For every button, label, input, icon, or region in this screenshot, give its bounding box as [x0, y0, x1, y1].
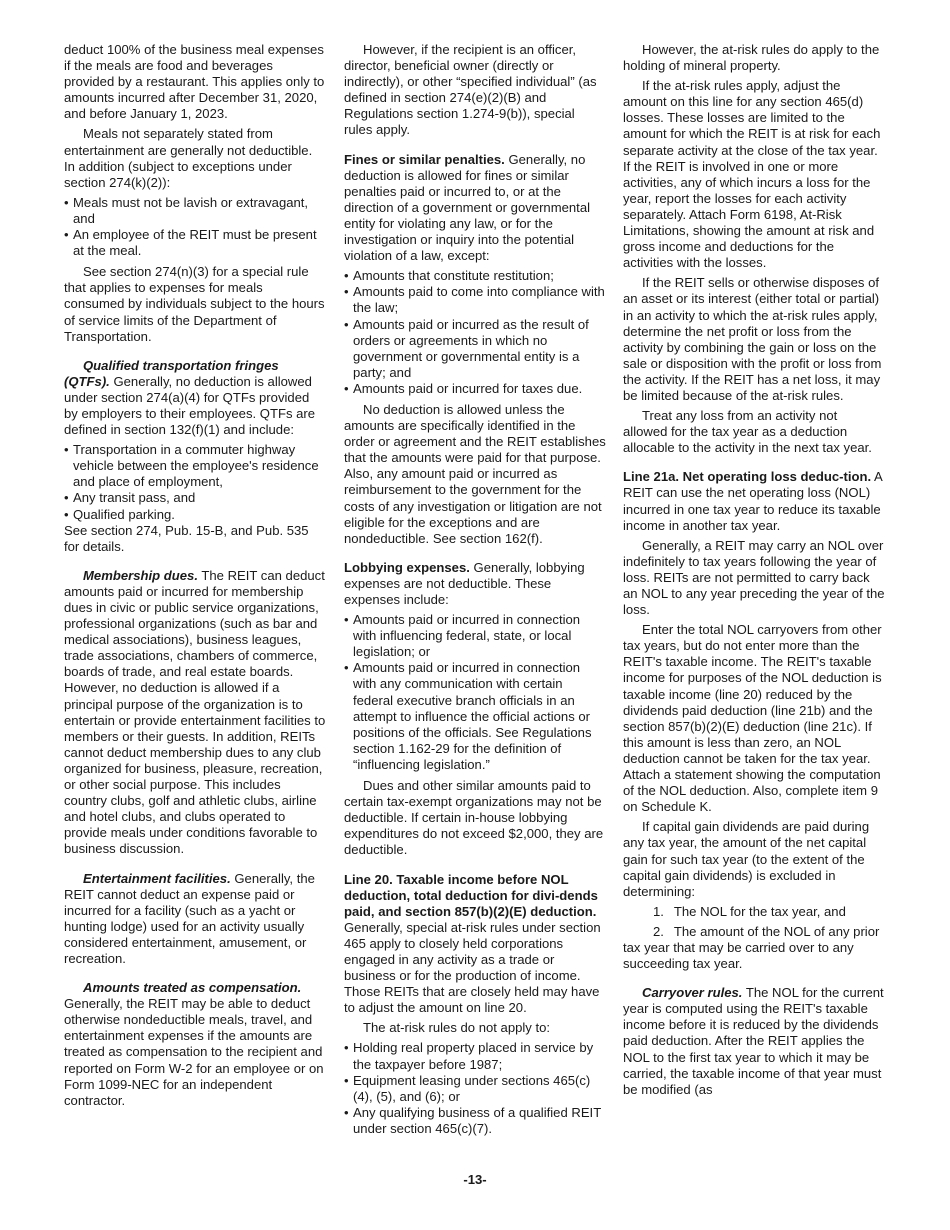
bullet-item: • Qualified parking.: [64, 507, 326, 523]
column-1: [64, 42, 326, 1113]
bullet-item: • Equipment leasing under sections 465(c)(4), (5), and (6); or: [344, 1073, 606, 1105]
section-heading: Amounts treated as compensation.: [83, 980, 302, 996]
paragraph: Enter the total NOL carryovers from other tax years, but do not enter more than the REIT's taxable income. The REIT's taxable income for purposes of the NOL deduction is taxable income (line 20) reduced by the dividends paid deduction (line 21b) and the section 857(b)(2)(E) deduction (line 21c). If this amount is less than zero, an NOL deduction cannot be taken for the tax year. Attach a statement showing the computation of the NOL deduction. Also, complete item 9 on Schedule K.: [623, 622, 882, 815]
page-number: -13-: [463, 1172, 487, 1187]
paragraph: See section 274(n)(3) for a special rule that applies to expenses for meals consumed by individuals subject to the hours of service limits of the Department of Transportation.: [64, 264, 325, 344]
section-heading: Line 21a. Net operating loss deduc-tion.: [623, 469, 872, 485]
carryover-section: [623, 985, 885, 1098]
paragraph: Meals not separately stated from entertainment are generally not deductible. In addition (subject to exceptions under section 274(k)(2)):: [64, 126, 313, 190]
line-20-section: [344, 872, 606, 1017]
paragraph: Generally, no deduction is allowed under section 274(a)(4) for QTFs provided by employers to their employees. QTFs are defined in section 132(f)(1) and include:: [64, 373, 316, 438]
lobbying-section: [344, 560, 606, 608]
paragraph: Generally, lobbying expenses are not deductible. These expenses include:: [344, 559, 585, 607]
membership-section: [64, 568, 326, 858]
bullet-item: • Transportation in a commuter highway vehicle between the employee's residence and place of employment,: [64, 442, 326, 490]
bullet-item: • Meals must not be lavish or extravagant, and: [64, 195, 326, 227]
section-heading: Fines or similar penalties.: [344, 151, 505, 167]
bullet-item: • Any qualifying business of a qualified REIT under section 465(c)(7).: [344, 1105, 606, 1137]
entertainment-section: [64, 871, 326, 968]
paragraph: However, the at-risk rules do apply to the holding of mineral property.: [623, 42, 880, 74]
paragraph: Generally, no deduction is allowed for fines or similar penalties paid or incurred to, or at the direction of a government or governmental entity for violating any law, or for the investigation or inquiry into the potential violation of a law, except:: [344, 151, 591, 264]
bullet-item: • Amounts paid to come into compliance with the law;: [344, 284, 606, 316]
bullet-item: • Any transit pass, and: [64, 490, 326, 506]
paragraph: Generally, the REIT may be able to deduct otherwise nondeductible meals, travel, and entertainment expenses if the amounts are treated as compensation to the recipient and reported on Form W-2 for an employee or on Form 1099-NEC for an independent contractor.: [64, 996, 324, 1108]
bullet-item: • Amounts paid or incurred for taxes due.: [344, 381, 606, 397]
section-heading: Membership dues.: [83, 567, 198, 583]
paragraph: Generally, the REIT cannot deduct an expense paid or incurred for a facility (such as a yacht or hunting lodge) used for an activity usually considered entertainment, amusement, or recreation.: [64, 870, 315, 966]
numbered-item: 2. The amount of the NOL of any prior tax year that may be carried over to any succeeding tax year.: [623, 923, 880, 972]
paragraph: Generally, special at-risk rules under section 465 apply to closely held corporations engaged in any activity as a trade or business or for the production of income. Those REITs that are closely held may have to adjust the amount on line 20.: [344, 919, 601, 1016]
column-3: [623, 42, 885, 1102]
paragraph: The at-risk rules do not apply to:: [363, 1020, 551, 1036]
paragraph: However, if the recipient is an officer, director, beneficial owner (directly or indirectly), or other “specified individual” (as defined in section 274(e)(2)(B) and Regulations section 1.274-9(b)), special rules apply.: [344, 42, 597, 138]
bullet-item: • Holding real property placed in service by the taxpayer before 1987;: [344, 1040, 606, 1072]
paragraph: Dues and other similar amounts paid to certain tax-exempt organizations may not be deductible. If certain in-house lobbying expenditures do not exceed $2,000, they are deductible.: [344, 778, 604, 858]
paragraph: If the at-risk rules apply, adjust the amount on this line for any section 465(d) losses. These losses are limited to the amount for which the REIT is at risk for each separate activity at the close of the tax year. If the REIT is involved in one or more activities, any of which incurs a loss for the year, report the losses for each activity separately. Attach Form 6198, At-Risk Limitations, showing the amount at risk and gross income and deductions for the activities with the losses.: [623, 78, 881, 271]
bullet-item: • Amounts that constitute restitution;: [344, 268, 606, 284]
bullet-item: • Amounts paid or incurred in connection with influencing federal, state, or local legislation; or: [344, 612, 606, 660]
paragraph: Treat any loss from an activity not allowed for the tax year as a deduction allocable to the activity in the next tax year.: [623, 408, 872, 456]
paragraph: If the REIT sells or otherwise disposes of an asset or its interest (either total or partial) in an activity to which the at-risk rules apply, determine the net profit or loss from the activity by combining the gain or loss on the sale or disposition with the profit or loss from the activity. If the REIT has a net loss, it may be limited because of the at-risk rules.: [623, 275, 882, 403]
paragraph: See section 274, Pub. 15-B, and Pub. 535 for details.: [64, 522, 309, 554]
numbered-item: 1. The NOL for the tax year, and: [653, 903, 846, 919]
section-heading: Qualified transportation fringes (QTFs).: [64, 357, 279, 389]
section-heading: Carryover rules.: [642, 985, 743, 1001]
paragraph: The REIT can deduct amounts paid or incurred for membership dues in civic or public service organizations, professional organizations (such as bar and medical associations), business leagues, trade associations, chambers of commerce, boards of trade, and real estate boards. However, no deduction is allowed if a principal purpose of the organization is to entertain or provide entertainment facilities to members or their guests. In addition, REITs cannot deduct membership dues to any club organized for business, pleasure, recreation, or other social purpose. This includes country clubs, golf and athletic clubs, airline and hotel clubs, and clubs operated to provide meals under conditions favorable to business discussion.: [64, 567, 326, 857]
bullet-item: • An employee of the REIT must be present at the meal.: [64, 227, 326, 259]
bullet-item: • Amounts paid or incurred as the result of orders or agreements in which no government or governmental entity is a party; and: [344, 317, 606, 381]
paragraph: No deduction is allowed unless the amounts are specifically identified in the order or agreement and the REIT establishes that the amounts were paid for that purpose. Also, any amount paid or incurred as reimbursement to the government for the costs of any investigation or litigation are not eligible for the exceptions and are nondeductible. See section 162(f).: [344, 401, 606, 546]
column-2: [344, 42, 606, 1137]
paragraph: Generally, a REIT may carry an NOL over indefinitely to tax years following the year of loss. REITs are not permitted to carry back an NOL to any year preceding the year of the loss.: [623, 537, 885, 618]
section-heading: Entertainment facilities.: [83, 870, 231, 886]
fines-section: [344, 152, 606, 265]
paragraph: The NOL for the current year is computed using the REIT's taxable income before it is reduced by the dividends paid deduction. After the REIT applies the NOL to the first tax year to which it may be carried, the taxable income of that year must be modified (as: [623, 985, 884, 1097]
paragraph: If capital gain dividends are paid during any tax year, the amount of the net capital gain for such tax year (to the extent of the capital gain dividends) is excluded in determining:: [623, 819, 870, 899]
section-heading: Line 20. Taxable income before NOL deduction, total deduction for divi-dends paid, and section 857(b)(2)(E) deduction.: [344, 871, 598, 919]
qtf-section: [64, 358, 326, 438]
line-21a-section: [623, 469, 885, 533]
paragraph: deduct 100% of the business meal expenses if the meals are food and beverages provided by a restaurant. This applies only to amounts incurred after December 31, 2020, and before January 1, 2023.: [64, 42, 325, 122]
compensation-section: [64, 980, 326, 1109]
section-heading: Lobbying expenses.: [344, 559, 470, 575]
bullet-item: • Amounts paid or incurred in connection with any communication with certain federal executive branch officials in an attempt to influence the official actions or positions of the officials. See Regulations section 1.162-29 for the definition of “influencing legislation.”: [344, 660, 606, 773]
paragraph: A REIT can use the net operating loss (NOL) incurred in one tax year to reduce its taxable income in another tax year.: [623, 469, 883, 533]
